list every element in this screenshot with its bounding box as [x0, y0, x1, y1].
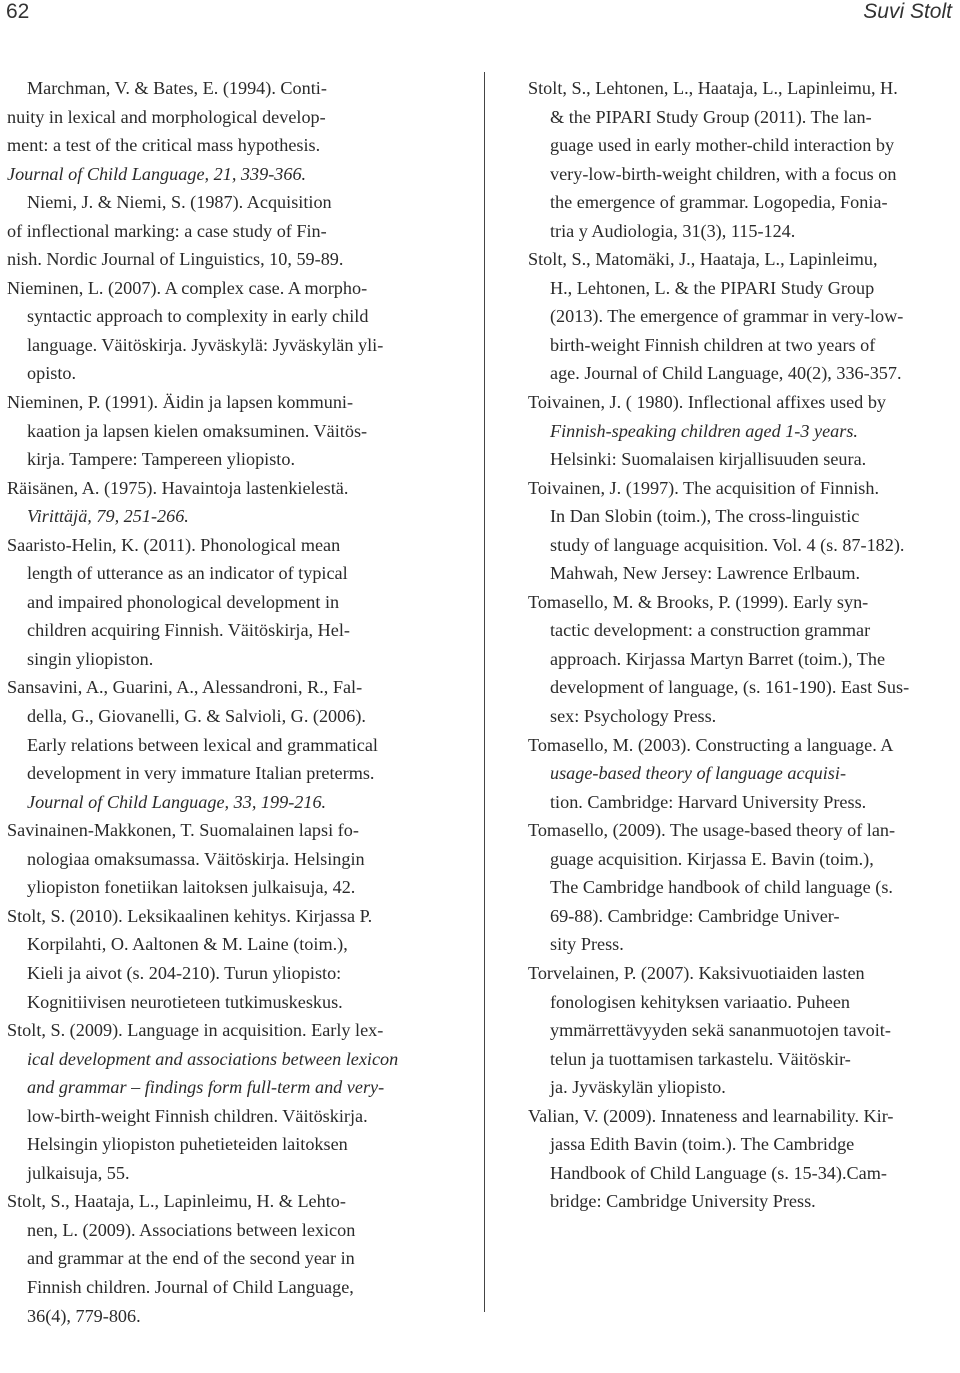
reference-line: and impaired phonological development in — [27, 591, 340, 612]
reference-line: birth-weight Finnish children at two years of — [550, 334, 876, 355]
reference-line: Savinainen-Makkonen, T. Suomalainen lapsi fo- — [7, 820, 359, 841]
running-head: Suvi Stolt — [863, 0, 952, 23]
reference-line: Tomasello, (2009). The usage-based theory of lan- — [528, 820, 896, 841]
reference-line: development of language, (s. 161-190). East Sus- — [550, 677, 910, 698]
reference-line: kirja. Tampere: Tampereen yliopisto. — [27, 449, 295, 470]
reference-line: nologiaa omaksumassa. Väitöskirja. Helsingin — [27, 848, 365, 869]
reference-column-left — [7, 74, 437, 1330]
reference-line: yliopiston fonetiikan laitoksen julkaisuja, 42. — [27, 877, 356, 898]
reference-line: of inflectional marking: a case study of Fin- — [7, 220, 327, 241]
reference-line: Stolt, S., Lehtonen, L., Haataja, L., Lapinleimu, H. — [528, 78, 898, 98]
reference-line: Kieli ja aivot (s. 204-210). Turun yliopisto: — [27, 962, 342, 983]
reference-line: (2013). The emergence of grammar in very-low- — [550, 306, 904, 327]
reference-line: Nieminen, P. (1991). Äidin ja lapsen kommuni- — [7, 392, 354, 413]
reference-line: ment: a test of the critical mass hypothesis. — [7, 135, 321, 156]
reference-line: 36(4), 779-806. — [27, 1305, 141, 1326]
reference-line: Stolt, S., Haataja, L., Lapinleimu, H. & Lehto- — [7, 1191, 346, 1212]
reference-line: nen, L. (2009). Associations between lexicon — [27, 1219, 356, 1240]
reference-line: Torvelainen, P. (2007). Kaksivuotiaiden lasten — [528, 962, 865, 983]
reference-line: Early relations between lexical and grammatical — [27, 734, 378, 755]
reference-line: Finnish-speaking children aged 1-3 years. — [550, 420, 858, 441]
reference-line: Valian, V. (2009). Innateness and learnability. Kir- — [528, 1105, 894, 1126]
reference-line: kaation ja lapsen kielen omaksuminen. Väitös- — [27, 420, 368, 441]
reference-line: and grammar at the end of the second year in — [27, 1248, 355, 1269]
reference-line: fonologisen kehityksen variaatio. Puheen — [550, 991, 851, 1012]
reference-line: Mahwah, New Jersey: Lawrence Erlbaum. — [550, 563, 861, 584]
reference-line: very-low-birth-weight children, with a focus on — [550, 163, 897, 184]
reference-line: bridge: Cambridge University Press. — [550, 1191, 816, 1212]
reference-line: & the PIPARI Study Group (2011). The lan- — [550, 106, 872, 127]
reference-line: Nieminen, L. (2007). A complex case. A morpho- — [7, 277, 368, 298]
reference-line: Tomasello, M. & Brooks, P. (1999). Early syn- — [528, 591, 869, 612]
reference-line: Finnish children. Journal of Child Language, — [27, 1276, 354, 1297]
reference-line: Kognitiivisen neurotieteen tutkimuskeskus. — [27, 991, 343, 1012]
reference-line: study of language acquisition. Vol. 4 (s. 87-182). — [550, 534, 905, 555]
reference-line: H., Lehtonen, L. & the PIPARI Study Group — [550, 277, 875, 298]
reference-line: Tomasello, M. (2003). Constructing a language. A — [528, 734, 894, 755]
reference-line: tria y Audiologia, 31(3), 115-124. — [550, 220, 796, 241]
reference-line: Stolt, S., Matomäki, J., Haataja, L., Lapinleimu, — [528, 249, 878, 270]
reference-line: Helsinki: Suomalaisen kirjallisuuden seura. — [550, 449, 867, 470]
reference-line: guage acquisition. Kirjassa E. Bavin (toim.), — [550, 848, 874, 869]
reference-line: nuity in lexical and morphological develop- — [7, 106, 326, 127]
reference-line: della, G., Giovanelli, G. & Salvioli, G. (2006). — [27, 706, 366, 727]
reference-line: nish. Nordic Journal of Linguistics, 10, 59-89. — [7, 249, 344, 270]
reference-line: Niemi, J. & Niemi, S. (1987). Acquisition — [27, 192, 332, 213]
reference-line: Stolt, S. (2009). Language in acquisition. Early lex- — [7, 1020, 384, 1041]
reference-line: Räisänen, A. (1975). Havaintoja lastenkielestä. — [7, 477, 349, 498]
reference-line: tactic development: a construction grammar — [550, 620, 871, 641]
reference-line: The Cambridge handbook of child language (s. — [550, 877, 893, 898]
reference-line: Toivainen, J. (1997). The acquisition of Finnish. — [528, 477, 879, 498]
reference-line: development in very immature Italian preterms. — [27, 763, 375, 784]
reference-line: ical development and associations between lexicon — [27, 1048, 399, 1069]
column-divider — [484, 72, 485, 1312]
reference-line: ja. Jyväskylän yliopisto. — [550, 1077, 726, 1098]
reference-line: low-birth-weight Finnish children. Väitöskirja. — [27, 1105, 368, 1126]
reference-line: Sansavini, A., Guarini, A., Alessandroni, R., Fal- — [7, 677, 363, 698]
reference-line: sity Press. — [550, 934, 624, 955]
reference-line: Marchman, V. & Bates, E. (1994). Conti- — [27, 78, 327, 98]
reference-line: sex: Psychology Press. — [550, 706, 717, 727]
reference-line: Journal of Child Language, 33, 199-216. — [27, 791, 327, 812]
reference-column-right — [528, 74, 956, 1216]
reference-line: Journal of Child Language, 21, 339-366. — [7, 163, 307, 184]
reference-line: children acquiring Finnish. Väitöskirja, Hel- — [27, 620, 350, 641]
reference-line: 69-88). Cambridge: Cambridge Univer- — [550, 905, 840, 926]
reference-line: syntactic approach to complexity in early child — [27, 306, 369, 327]
reference-line: In Dan Slobin (toim.), The cross-linguistic — [550, 506, 860, 527]
reference-line: jassa Edith Bavin (toim.). The Cambridge — [550, 1134, 855, 1155]
page-number: 62 — [6, 0, 30, 23]
reference-line: Handbook of Child Language (s. 15-34).Cam- — [550, 1162, 887, 1183]
reference-line: tion. Cambridge: Harvard University Press. — [550, 791, 867, 812]
reference-line: Virittäjä, 79, 251-266. — [27, 506, 189, 527]
reference-line: the emergence of grammar. Logopedia, Fonia- — [550, 192, 888, 213]
reference-line: Helsingin yliopiston puhetieteiden laitoksen — [27, 1134, 348, 1155]
reference-line: language. Väitöskirja. Jyväskylä: Jyväskylän yli- — [27, 334, 384, 355]
reference-line: approach. Kirjassa Martyn Barret (toim.), The — [550, 648, 886, 669]
reference-line: Korpilahti, O. Aaltonen & M. Laine (toim.), — [27, 934, 348, 955]
reference-line: telun ja tuottamisen tarkastelu. Väitöskir- — [550, 1048, 851, 1069]
reference-line: and grammar – findings form full-term and very- — [27, 1077, 385, 1098]
reference-line: guage used in early mother-child interaction by — [550, 135, 895, 156]
reference-line: opisto. — [27, 363, 77, 384]
reference-line: Toivainen, J. ( 1980). Inflectional affixes used by — [528, 392, 887, 413]
reference-line: usage-based theory of language acquisi- — [550, 763, 846, 784]
reference-line: Saaristo-Helin, K. (2011). Phonological mean — [7, 534, 341, 555]
reference-line: julkaisuja, 55. — [27, 1162, 130, 1183]
reference-line: singin yliopiston. — [27, 648, 154, 669]
reference-line: Stolt, S. (2010). Leksikaalinen kehitys. Kirjassa P. — [7, 905, 373, 926]
reference-line: ymmärrettävyyden sekä sananmuotojen tavoit- — [550, 1020, 891, 1041]
reference-line: length of utterance as an indicator of typical — [27, 563, 348, 584]
reference-line: age. Journal of Child Language, 40(2), 336-357. — [550, 363, 902, 384]
page-header — [0, 0, 960, 24]
